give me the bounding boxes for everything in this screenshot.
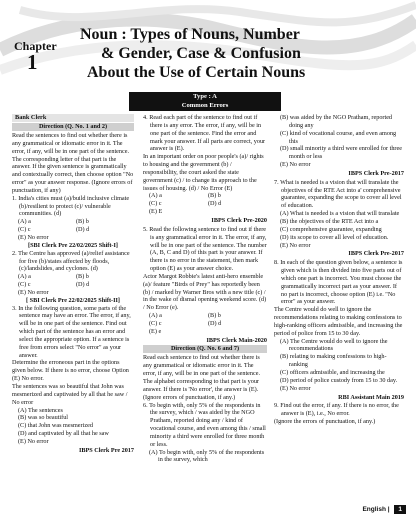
- question-6-options-continued: [274, 114, 404, 169]
- option: (E) No error: [18, 288, 49, 296]
- question-8-options: [274, 338, 404, 393]
- chapter-number: 1: [27, 50, 38, 74]
- question-2-options: [12, 273, 134, 297]
- option: (B) the objectives of the RTE Act into a: [280, 217, 379, 225]
- column-3: [274, 114, 404, 426]
- question-source: [ SBI Clerk Pre 22/02/2025 Shift-II]: [26, 296, 120, 304]
- option: (A) The sentences: [18, 406, 63, 414]
- question-6-options: [143, 449, 267, 465]
- question-9-note: (Ignore the errors of punctuation, if any.): [274, 418, 376, 426]
- option: (A) a: [18, 273, 31, 281]
- question-4: 4. Read each part of the sentence to find out if there is any error. The error, if any, will be in one part of the sentence. Find the error and mark your answer. If all parts are correct, your answer is (E).: [143, 114, 266, 153]
- direction-heading: Direction (Q. No. 6 and 7): [143, 345, 267, 353]
- chapter-title-line: & Gender, Case & Confusion: [101, 45, 301, 62]
- chapter-label: Chapter: [14, 39, 57, 53]
- question-source: IBPS Clerk Pre 2017: [78, 446, 134, 454]
- column-1: [12, 114, 134, 456]
- question-7-options: [274, 210, 404, 249]
- question-3-instruction: Determine the erroneous part in the options given below. If there is no error, choose Option (E) No error.: [12, 359, 129, 383]
- option: (D) d: [208, 200, 222, 208]
- option: (A) What is needed is a vision that will translate: [280, 210, 400, 218]
- option: (B) relating to making confessions to high-ranking: [280, 353, 387, 369]
- option: (C) officers admissible, and increasing the: [280, 369, 385, 376]
- option: (C) kind of vocational course, and even among this: [280, 129, 397, 145]
- direction-text: Read the sentences to find out whether there is any grammatical or idiomatic error in it. The error, if any, will be in one part of the sentence. The corresponding letter of that part is the answer. If the given sentence is grammatically and contextually correct, then choose option "No error" as your answer response. (Ignore errors of punctuation, if any): [12, 132, 134, 194]
- option: (A) a: [149, 192, 162, 200]
- question-3-options: [12, 407, 134, 446]
- section-heading: Bank Clerk: [12, 114, 134, 122]
- option: (D) and captivated by all that he saw: [18, 430, 109, 438]
- question-source: IBPS Clerk Main-2020: [206, 336, 267, 344]
- option: (D) small minority a third were enrolled for three month or less: [280, 145, 402, 161]
- option: (E) e: [149, 327, 162, 335]
- option: (C) that John was mesmerized: [18, 422, 93, 430]
- question-5-sentence: Actor Margot Robbie's latest anti-hero ensemble (a)/ feature "Birds of Prey" has reportedly been (b) / marked by Warner Bros with a new title (c) / in the wake of dismal opening weekend score. (d) / No Error (e).: [143, 272, 267, 312]
- chapter-title-line: About the Use of Certain Nouns: [87, 64, 306, 81]
- option: (C) c: [149, 200, 162, 208]
- option: (D) d: [76, 281, 90, 289]
- option: (D) d: [76, 226, 90, 234]
- option: (D) its scope to cover all level of education.: [280, 233, 389, 241]
- footer-subject: English: [362, 506, 386, 513]
- question-5-options: [143, 312, 267, 336]
- type-subtitle: Common Errors: [181, 102, 229, 109]
- question-2: 2. The Centre has approved (a)/relief assistance for five (b)/states affected by floods, (c)/landslides, and cyclones. (d): [12, 249, 130, 273]
- direction-text: Read each sentence to find out whether there is any grammatical or idiomatic error in it. The error, if any, will be in one part of the sentence. The alphabet corresponding to that part is your answer. If there is 'No error', the answer is (E). (Ignore errors of punctuation, if any.): [143, 354, 261, 401]
- page-footer: [362, 505, 406, 514]
- question-source: [SBI Clerk Pre 22/02/2025 Shift-I]: [28, 241, 118, 249]
- question-3-sentence: The sentences was so beautiful that John was mesmerized and captivated by all that he saw / No error: [12, 383, 128, 406]
- option: (C) comprehensive guarantee, expanding: [280, 225, 382, 233]
- option: (B) b: [76, 273, 89, 281]
- question-4-sentence: In an important order on poor people's (a)/ rights to housing and the government (b) / responsibility, the court asked the state government (c) / to change its approach to the issues of housing. (d) / No Error (E): [143, 153, 264, 192]
- question-4-options: [143, 192, 267, 216]
- question-source: IBPS Clerk Pre-2017: [348, 169, 404, 177]
- chapter-banner: [0, 0, 416, 82]
- separator-bar: |: [387, 506, 390, 513]
- question-3: 3. In the following question, some parts of the sentence may have an error. The error, if any, will be in one part of the sentence. Find out which part of the sentence has an error and select the appropriate option. If a sentence is free from errors select "No error" as your answer.: [12, 304, 131, 359]
- option: (A) a: [149, 312, 162, 320]
- option: (C) c: [18, 226, 31, 234]
- option: (B) b: [76, 218, 89, 226]
- option: (A) The Centre would do well to ignore the recommendations: [280, 337, 388, 353]
- question-source: IBPS Clerk Pre-2017: [348, 250, 404, 258]
- type-heading-bar: [129, 92, 281, 111]
- option: (B) was so beautiful: [18, 414, 69, 422]
- chapter-title-line: Noun : Types of Nouns, Number: [80, 26, 300, 43]
- option: (D) period of police custody from 15 to 30 day.: [280, 376, 398, 384]
- page-number: 1: [394, 505, 406, 514]
- chapter-title: [80, 25, 414, 82]
- question-5: 5. Read the following sentence to find out if there is any grammatical error in it. The error, if any, will be in one part of the sentence. The number (A, B, C and D) of this part is your answer. If there is no error in the statement, then mark option (E) as your answer choice.: [143, 225, 267, 273]
- option: (E) E: [149, 208, 163, 216]
- question-8-sentence: The Centre would do well to ignore the recommendations relating to making confessions to high-ranking officers admissible, and increasing the period of police from 15 to 30 day.: [274, 306, 403, 337]
- column-2: [143, 114, 267, 464]
- question-1: 1. India's cities must (a)/build inclusive climate (b)/resilient to protect (c)/ vulnerable communities. (d): [12, 194, 130, 218]
- type-label: Type : A: [193, 93, 217, 100]
- question-8: 8. In each of the question given below, a sentence is given which is then divided into five parts out of which one part is incorrect. You must choose the grammatically incorrect part as your answer. If no part is incorrect, choose option (E) i.e. "No error" as your answer.: [274, 259, 403, 306]
- option: (B) b: [208, 312, 221, 320]
- option: (E) No error: [18, 437, 49, 445]
- option: (E) No error: [18, 233, 49, 241]
- question-source: RBI Assistant Main 2019: [338, 393, 404, 401]
- option: (B) was aided by the NGO Pratham, reported doing any: [280, 114, 393, 129]
- option: (E) No error: [280, 161, 311, 169]
- option: (E) No error: [280, 384, 311, 392]
- question-9: 9. Find out the error, if any. If there is no error, the answer is (E), i.e., No error.: [274, 402, 399, 418]
- question-7: 7. What is needed is a vision that will translate the objectives of the RTE Act into a' comprehensive guarantee, expanding the scope to cover all level of education.: [274, 178, 402, 210]
- direction-heading: Direction (Q. No. 1 and 2): [12, 123, 134, 131]
- option: (C) c: [149, 319, 162, 327]
- option: (B) b: [208, 192, 221, 200]
- option: (E) No error: [280, 241, 311, 249]
- question-1-options: [12, 218, 134, 242]
- question-source: IBPS Clerk Pre-2020: [211, 216, 267, 224]
- option: (D) d: [208, 319, 222, 327]
- option: (A) a: [18, 218, 31, 226]
- question-6: 6. To begin with, only 5% of the respondents in the survey, which / was aided by the NGO Pratham, reported doing any / kind of vocational course, and even among this / small minority a third were enrolled for three month or less.: [143, 401, 266, 448]
- option: (A) To begin with, only 5% of the respondents in the survey, which: [149, 448, 265, 464]
- option: (C) c: [18, 281, 31, 289]
